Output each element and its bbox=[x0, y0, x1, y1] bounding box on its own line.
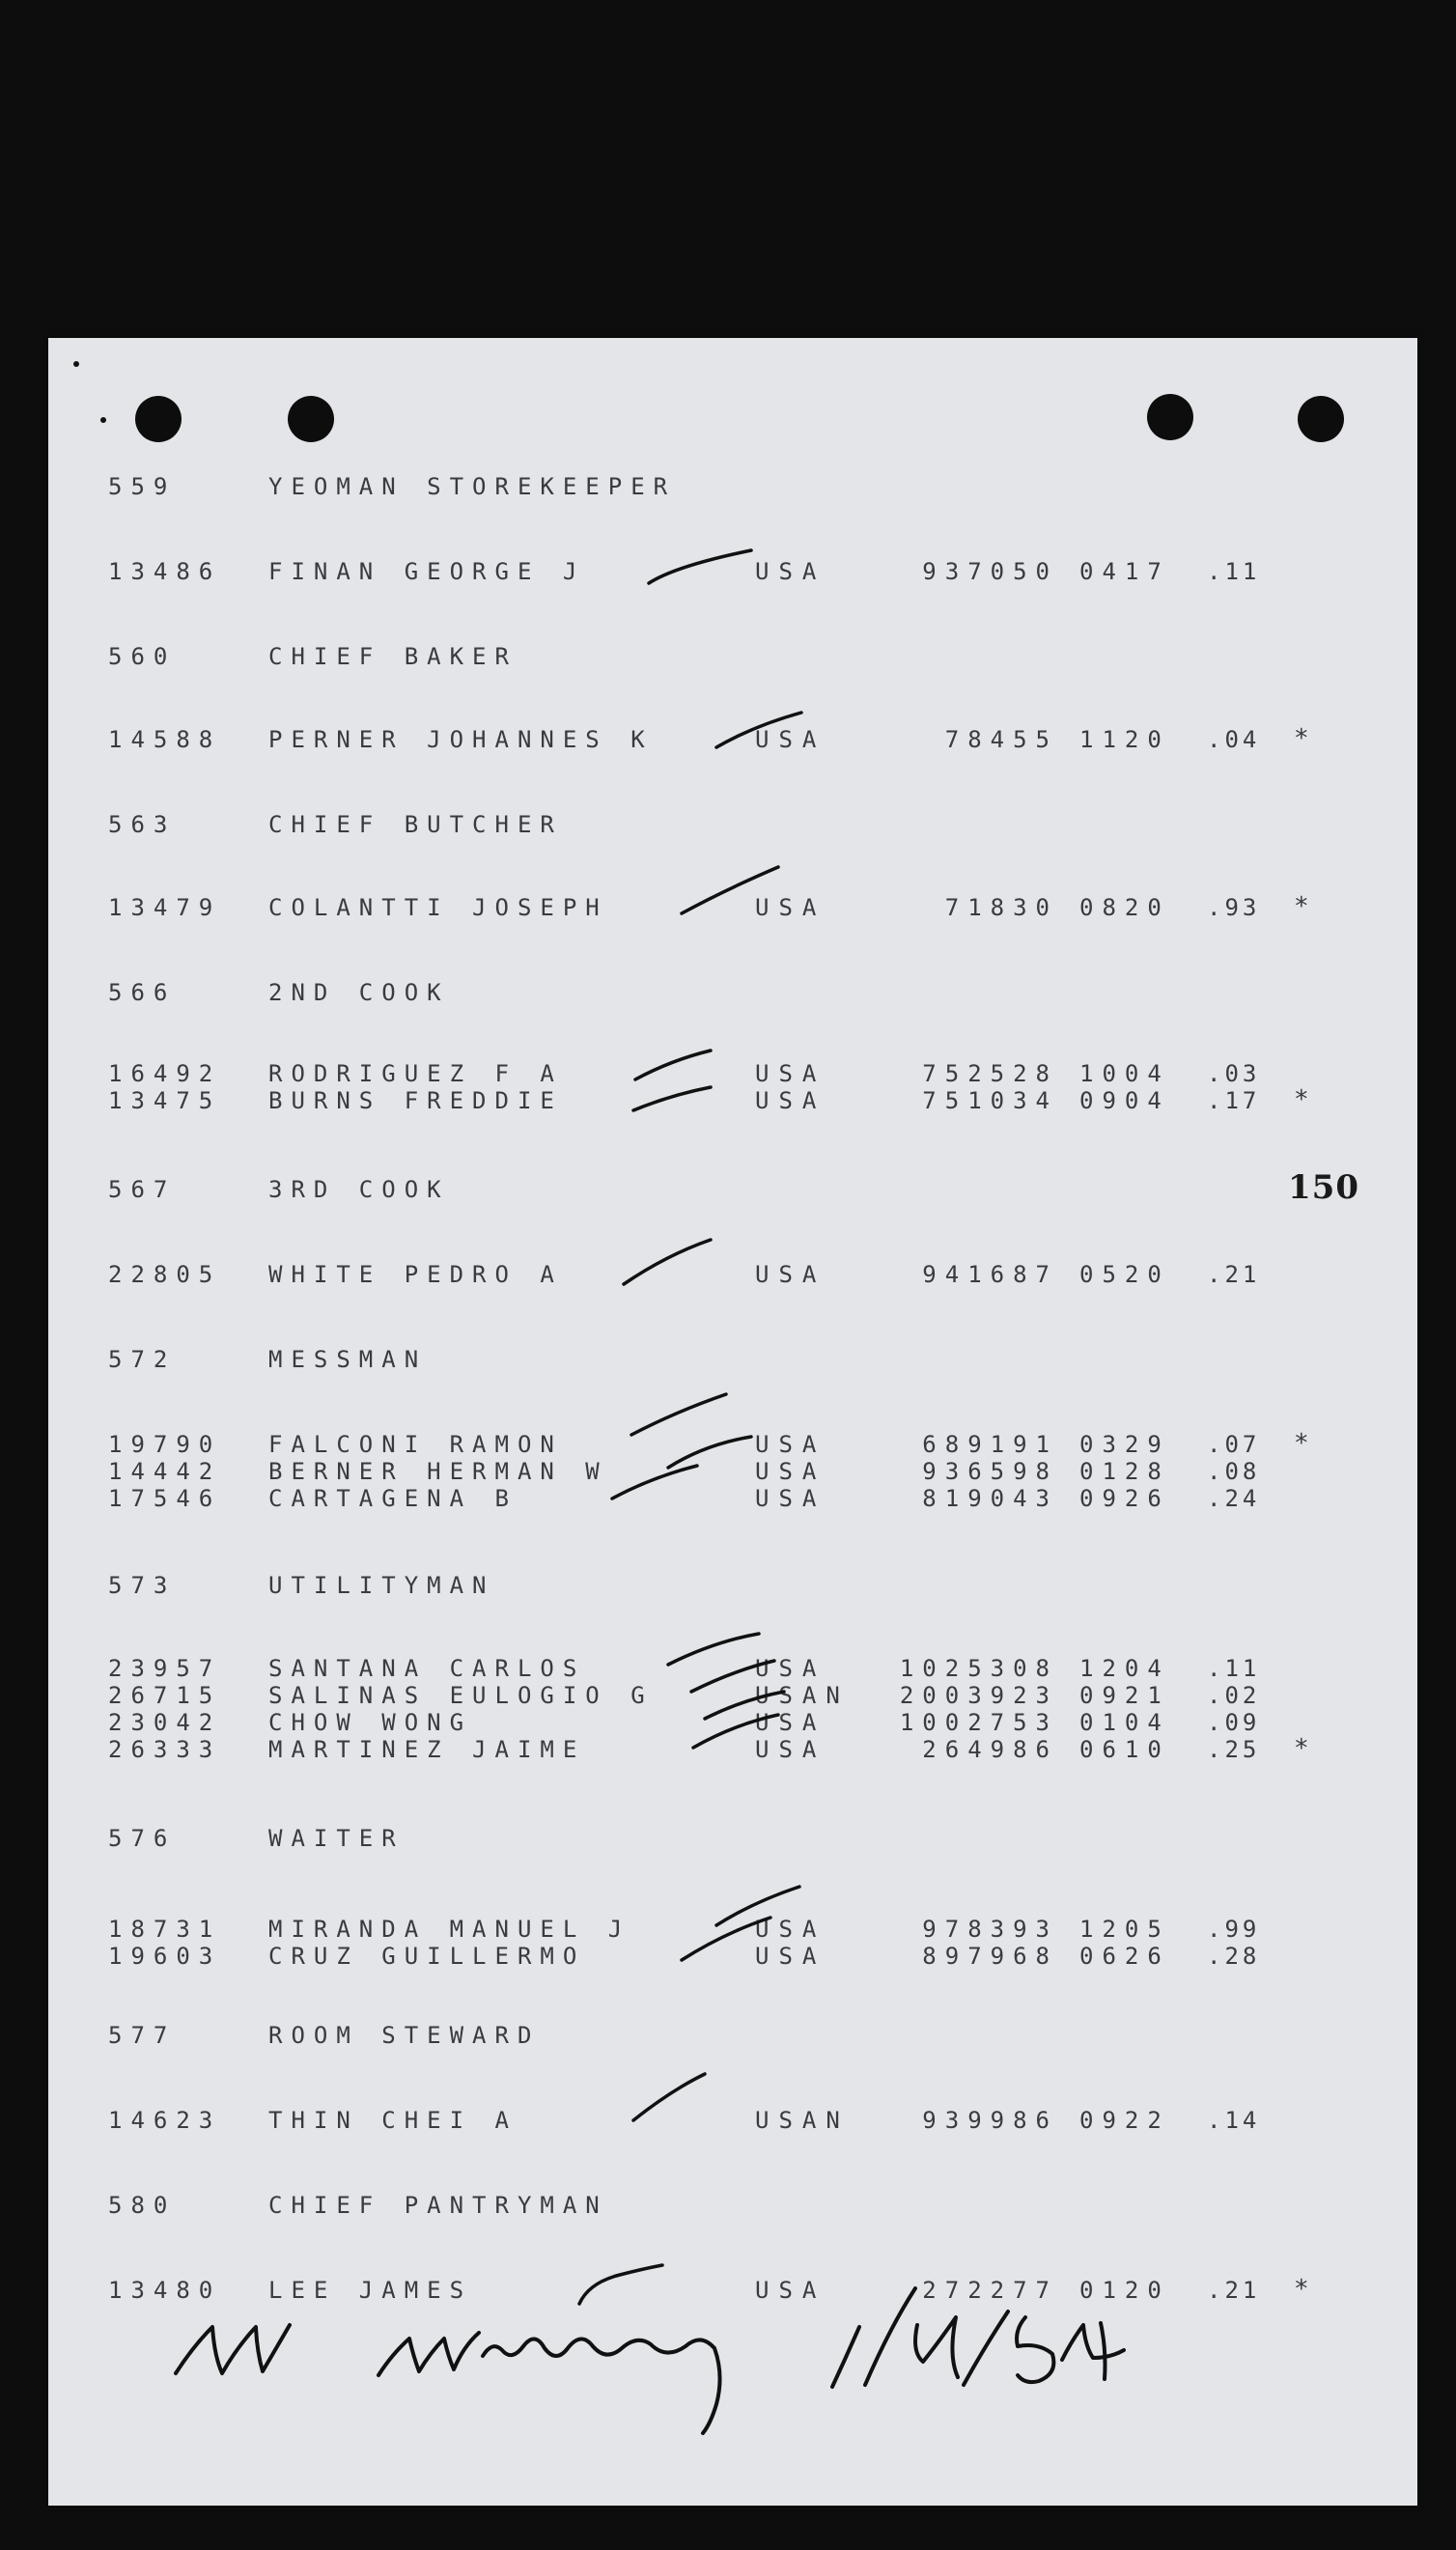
section-code: 559 bbox=[108, 473, 177, 500]
citizenship: USA bbox=[755, 1485, 826, 1512]
citizenship: USA bbox=[755, 1709, 826, 1736]
document-number: 689191 bbox=[922, 1431, 1058, 1458]
value: .11 bbox=[1207, 1655, 1261, 1682]
document-number: 1025308 bbox=[899, 1655, 1058, 1682]
section-code: 560 bbox=[108, 643, 177, 670]
crew-name: WHITE PEDRO A bbox=[268, 1261, 563, 1288]
value: .25 bbox=[1207, 1736, 1261, 1763]
crew-number: 23957 bbox=[108, 1655, 222, 1682]
crew-number: 13486 bbox=[108, 558, 222, 585]
crew-number: 26333 bbox=[108, 1736, 222, 1763]
crew-number: 14588 bbox=[108, 726, 222, 753]
section-title: UTILITYMAN bbox=[268, 1572, 495, 1599]
crew-name: BERNER HERMAN W bbox=[268, 1458, 608, 1485]
value: .11 bbox=[1207, 558, 1261, 585]
check-mark-icon bbox=[649, 550, 751, 583]
check-mark-icon bbox=[668, 1437, 751, 1468]
check-mark-icon bbox=[633, 2074, 705, 2120]
value: .21 bbox=[1207, 1261, 1261, 1288]
section-code: 576 bbox=[108, 1825, 177, 1852]
asterisk-icon: * bbox=[1294, 892, 1309, 921]
citizenship: USA bbox=[755, 1943, 826, 1970]
citizenship: USA bbox=[755, 1261, 826, 1288]
document-number: 752528 bbox=[922, 1060, 1058, 1087]
date-code: 0904 bbox=[1079, 1087, 1170, 1114]
crew-name: CHOW WONG bbox=[268, 1709, 473, 1736]
citizenship: USAN bbox=[755, 2107, 850, 2134]
date-code: 0520 bbox=[1079, 1261, 1170, 1288]
citizenship: USA bbox=[755, 1916, 826, 1943]
date-code: 1004 bbox=[1079, 1060, 1170, 1087]
citizenship: USA bbox=[755, 1736, 826, 1763]
crew-name: THIN CHEI A bbox=[268, 2107, 518, 2134]
document-number: 978393 bbox=[922, 1916, 1058, 1943]
check-mark-icon bbox=[612, 1466, 697, 1499]
document-number: 2003923 bbox=[899, 1682, 1058, 1709]
asterisk-icon: * bbox=[1294, 1734, 1309, 1763]
crew-number: 16492 bbox=[108, 1060, 222, 1087]
document-number: 819043 bbox=[922, 1485, 1058, 1512]
check-mark-icon bbox=[682, 867, 778, 913]
section-code: 572 bbox=[108, 1346, 177, 1373]
date-code: 0417 bbox=[1079, 558, 1170, 585]
citizenship: USA bbox=[755, 1087, 826, 1114]
value: .28 bbox=[1207, 1943, 1261, 1970]
section-title: 3RD COOK bbox=[268, 1176, 450, 1203]
crew-name: FALCONI RAMON bbox=[268, 1431, 563, 1458]
section-code: 566 bbox=[108, 979, 177, 1006]
crew-name: MARTINEZ JAIME bbox=[268, 1736, 586, 1763]
document-number: 751034 bbox=[922, 1087, 1058, 1114]
document-number: 897968 bbox=[922, 1943, 1058, 1970]
value: .21 bbox=[1207, 2277, 1261, 2304]
document-number: 78455 bbox=[944, 726, 1058, 753]
document-number: 937050 bbox=[922, 558, 1058, 585]
crew-number: 14442 bbox=[108, 1458, 222, 1485]
crew-number: 18731 bbox=[108, 1916, 222, 1943]
document-number: 939986 bbox=[922, 2107, 1058, 2134]
crew-name: SALINAS EULOGIO G bbox=[268, 1682, 654, 1709]
section-title: WAITER bbox=[268, 1825, 405, 1852]
section-title: YEOMAN STOREKEEPER bbox=[268, 473, 677, 500]
document-number: 941687 bbox=[922, 1261, 1058, 1288]
crew-name: LEE JAMES bbox=[268, 2277, 473, 2304]
date-code: 0104 bbox=[1079, 1709, 1170, 1736]
value: .02 bbox=[1207, 1682, 1261, 1709]
date-code: 0610 bbox=[1079, 1736, 1170, 1763]
check-mark-icon bbox=[691, 1661, 774, 1692]
check-mark-icon bbox=[716, 1887, 799, 1925]
document-number: 264986 bbox=[922, 1736, 1058, 1763]
handwriting-layer bbox=[48, 338, 1417, 2506]
value: .09 bbox=[1207, 1709, 1261, 1736]
section-title: ROOM STEWARD bbox=[268, 2022, 541, 2049]
crew-name: PERNER JOHANNES K bbox=[268, 726, 654, 753]
date-code: 0926 bbox=[1079, 1485, 1170, 1512]
citizenship: USAN bbox=[755, 1682, 850, 1709]
crew-name: BURNS FREDDIE bbox=[268, 1087, 563, 1114]
page-number: 150 bbox=[1288, 1168, 1359, 1207]
section-code: 567 bbox=[108, 1176, 177, 1203]
date-code: 0120 bbox=[1079, 2277, 1170, 2304]
value: .93 bbox=[1207, 894, 1261, 921]
check-mark-icon bbox=[716, 713, 801, 747]
citizenship: USA bbox=[755, 1431, 826, 1458]
asterisk-icon: * bbox=[1294, 1429, 1309, 1458]
crew-number: 17546 bbox=[108, 1485, 222, 1512]
section-title: CHIEF BAKER bbox=[268, 643, 518, 670]
value: .99 bbox=[1207, 1916, 1261, 1943]
check-mark-icon bbox=[624, 1240, 711, 1284]
citizenship: USA bbox=[755, 1655, 826, 1682]
citizenship: USA bbox=[755, 1458, 826, 1485]
document-number: 1002753 bbox=[899, 1709, 1058, 1736]
check-mark-icon bbox=[635, 1051, 711, 1079]
date-code: 0922 bbox=[1079, 2107, 1170, 2134]
signature bbox=[176, 2288, 1124, 2433]
date-code: 0921 bbox=[1079, 1682, 1170, 1709]
crew-number: 14623 bbox=[108, 2107, 222, 2134]
crew-name: CARTAGENA B bbox=[268, 1485, 518, 1512]
citizenship: USA bbox=[755, 558, 826, 585]
value: .17 bbox=[1207, 1087, 1261, 1114]
crew-name: MIRANDA MANUEL J bbox=[268, 1916, 631, 1943]
asterisk-icon: * bbox=[1294, 1085, 1309, 1114]
asterisk-icon: * bbox=[1294, 2275, 1309, 2304]
document-page bbox=[48, 338, 1417, 2506]
crew-name: RODRIGUEZ F A bbox=[268, 1060, 563, 1087]
section-title: CHIEF PANTRYMAN bbox=[268, 2192, 608, 2219]
crew-name: SANTANA CARLOS bbox=[268, 1655, 586, 1682]
value: .08 bbox=[1207, 1458, 1261, 1485]
date-code: 1204 bbox=[1079, 1655, 1170, 1682]
date-code: 0329 bbox=[1079, 1431, 1170, 1458]
citizenship: USA bbox=[755, 1060, 826, 1087]
section-title: 2ND COOK bbox=[268, 979, 450, 1006]
section-title: CHIEF BUTCHER bbox=[268, 811, 563, 838]
crew-name: CRUZ GUILLERMO bbox=[268, 1943, 586, 1970]
value: .04 bbox=[1207, 726, 1261, 753]
crew-number: 22805 bbox=[108, 1261, 222, 1288]
date-code: 0128 bbox=[1079, 1458, 1170, 1485]
check-mark-icon bbox=[633, 1087, 711, 1110]
crew-number: 13475 bbox=[108, 1087, 222, 1114]
document-number: 272277 bbox=[922, 2277, 1058, 2304]
value: .07 bbox=[1207, 1431, 1261, 1458]
crew-number: 23042 bbox=[108, 1709, 222, 1736]
date-code: 1205 bbox=[1079, 1916, 1170, 1943]
citizenship: USA bbox=[755, 2277, 826, 2304]
value: .14 bbox=[1207, 2107, 1261, 2134]
section-code: 580 bbox=[108, 2192, 177, 2219]
crew-number: 26715 bbox=[108, 1682, 222, 1709]
document-number: 71830 bbox=[944, 894, 1058, 921]
crew-name: COLANTTI JOSEPH bbox=[268, 894, 608, 921]
citizenship: USA bbox=[755, 726, 826, 753]
document-number: 936598 bbox=[922, 1458, 1058, 1485]
date-code: 1120 bbox=[1079, 726, 1170, 753]
crew-number: 13479 bbox=[108, 894, 222, 921]
check-mark-icon bbox=[631, 1394, 726, 1435]
date-code: 0626 bbox=[1079, 1943, 1170, 1970]
check-mark-icon bbox=[668, 1634, 759, 1665]
crew-name: FINAN GEORGE J bbox=[268, 558, 586, 585]
crew-number: 19790 bbox=[108, 1431, 222, 1458]
section-code: 577 bbox=[108, 2022, 177, 2049]
citizenship: USA bbox=[755, 894, 826, 921]
check-mark-icon bbox=[682, 1918, 770, 1960]
section-code: 573 bbox=[108, 1572, 177, 1599]
crew-number: 19603 bbox=[108, 1943, 222, 1970]
check-mark-icon bbox=[579, 2265, 662, 2304]
section-title: MESSMAN bbox=[268, 1346, 428, 1373]
asterisk-icon: * bbox=[1294, 724, 1309, 753]
value: .24 bbox=[1207, 1485, 1261, 1512]
date-code: 0820 bbox=[1079, 894, 1170, 921]
crew-number: 13480 bbox=[108, 2277, 222, 2304]
value: .03 bbox=[1207, 1060, 1261, 1087]
section-code: 563 bbox=[108, 811, 177, 838]
